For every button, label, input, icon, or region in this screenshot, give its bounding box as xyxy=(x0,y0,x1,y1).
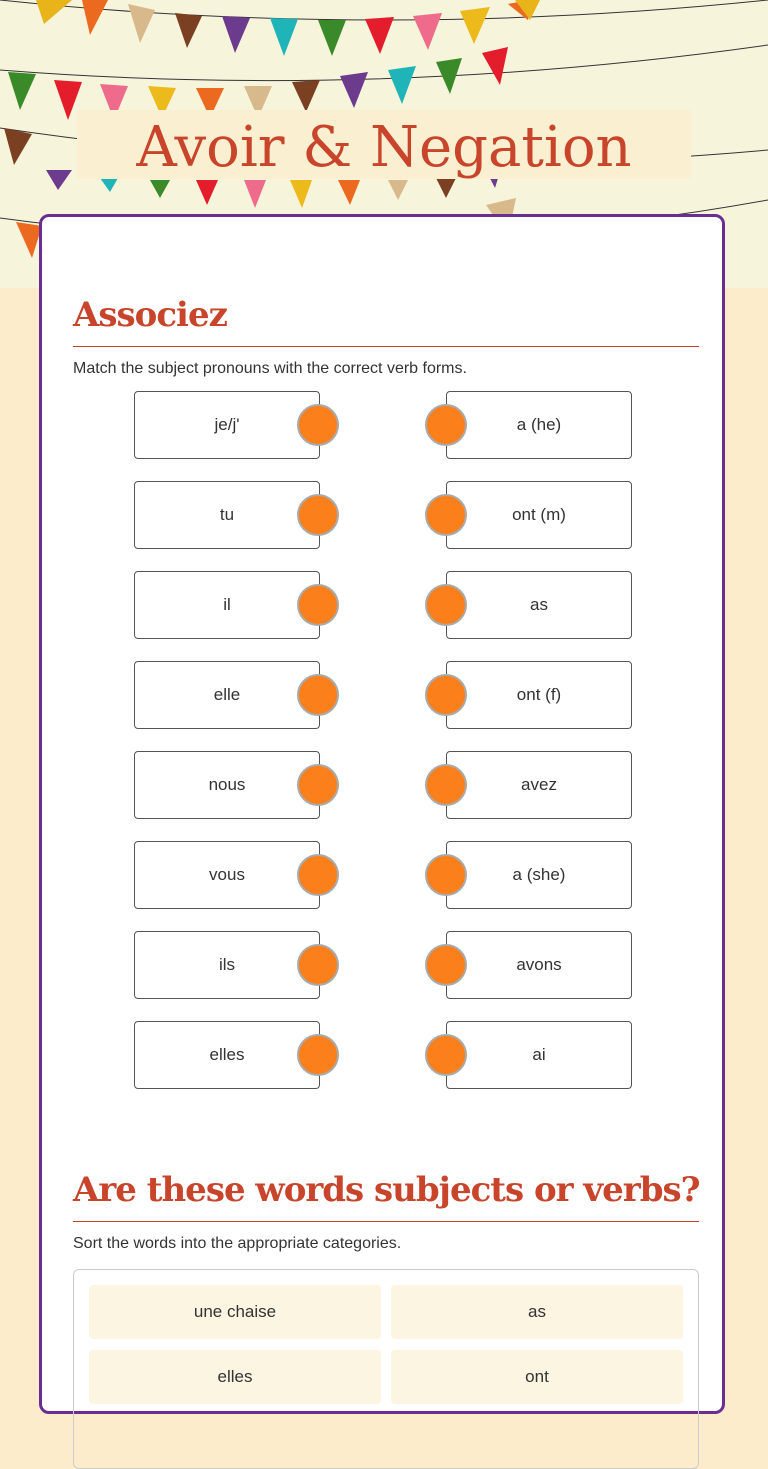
section-instructions: Match the subject pronouns with the correct verb forms. xyxy=(73,360,467,377)
match-left-item[interactable] xyxy=(134,661,320,729)
connector-dot-right[interactable] xyxy=(425,674,467,716)
match-right-label: ont (m) xyxy=(512,505,566,524)
connector-dot-left[interactable] xyxy=(297,584,339,626)
match-left-label: il xyxy=(223,595,231,614)
sort-word-label: as xyxy=(528,1302,546,1321)
match-right-item[interactable] xyxy=(446,751,632,819)
match-left-label: elles xyxy=(209,1045,245,1064)
match-left-item[interactable] xyxy=(134,751,320,819)
connector-dot-right[interactable] xyxy=(425,764,467,806)
connector-dot-left[interactable] xyxy=(297,494,339,536)
match-right-label: as xyxy=(530,595,548,614)
match-left-item[interactable] xyxy=(134,481,320,549)
match-left-item[interactable] xyxy=(134,1021,320,1089)
match-right-item[interactable] xyxy=(446,1021,632,1089)
title-box xyxy=(77,110,691,179)
sort-word-chip[interactable] xyxy=(89,1285,381,1339)
worksheet-card xyxy=(39,214,725,1414)
sort-word-bank xyxy=(73,1269,699,1469)
match-left-label: ils xyxy=(218,955,236,974)
match-right-label: ont (f) xyxy=(516,685,562,704)
match-right-label: ai xyxy=(532,1045,546,1064)
match-left-label: elle xyxy=(213,685,241,704)
match-left-item[interactable] xyxy=(134,931,320,999)
section-divider xyxy=(73,346,699,347)
connector-dot-right[interactable] xyxy=(425,854,467,896)
match-right-label: a (he) xyxy=(516,415,562,434)
match-left-item[interactable] xyxy=(134,571,320,639)
match-left-label: vous xyxy=(209,865,245,884)
sort-word-chip[interactable] xyxy=(391,1285,683,1339)
connector-dot-left[interactable] xyxy=(297,854,339,896)
connector-dot-left[interactable] xyxy=(297,404,339,446)
connector-dot-left[interactable] xyxy=(297,1034,339,1076)
match-left-item[interactable] xyxy=(134,841,320,909)
match-right-label: avons xyxy=(516,955,562,974)
match-right-item[interactable] xyxy=(446,571,632,639)
match-right-item[interactable] xyxy=(446,661,632,729)
connector-dot-right[interactable] xyxy=(425,494,467,536)
match-left-label: je/j' xyxy=(214,415,240,434)
page-title: Avoir & Negation xyxy=(136,114,632,180)
section-instructions: Sort the words into the appropriate categories. xyxy=(73,1235,402,1252)
match-right-label: avez xyxy=(521,775,557,794)
connector-dot-right[interactable] xyxy=(425,404,467,446)
connector-dot-right[interactable] xyxy=(425,944,467,986)
sort-word-label: une chaise xyxy=(193,1302,277,1321)
section-title-associez: Associez xyxy=(73,295,227,335)
match-right-label: a (she) xyxy=(512,865,566,884)
match-right-item[interactable] xyxy=(446,931,632,999)
sort-word-chip[interactable] xyxy=(89,1350,381,1404)
match-right-item[interactable] xyxy=(446,481,632,549)
match-right-item[interactable] xyxy=(446,841,632,909)
section-divider xyxy=(73,1221,699,1222)
match-left-label: nous xyxy=(208,775,246,794)
connector-dot-right[interactable] xyxy=(425,1034,467,1076)
match-right-item[interactable] xyxy=(446,391,632,459)
connector-dot-left[interactable] xyxy=(297,674,339,716)
sort-word-chip[interactable] xyxy=(391,1350,683,1404)
connector-dot-left[interactable] xyxy=(297,764,339,806)
connector-dot-left[interactable] xyxy=(297,944,339,986)
sort-word-label: ont xyxy=(525,1367,549,1386)
match-left-label: tu xyxy=(219,505,235,524)
connector-dot-right[interactable] xyxy=(425,584,467,626)
sort-word-label: elles xyxy=(217,1367,253,1386)
section-title-sort: Are these words subjects or verbs? xyxy=(73,1170,700,1210)
match-left-item[interactable] xyxy=(134,391,320,459)
